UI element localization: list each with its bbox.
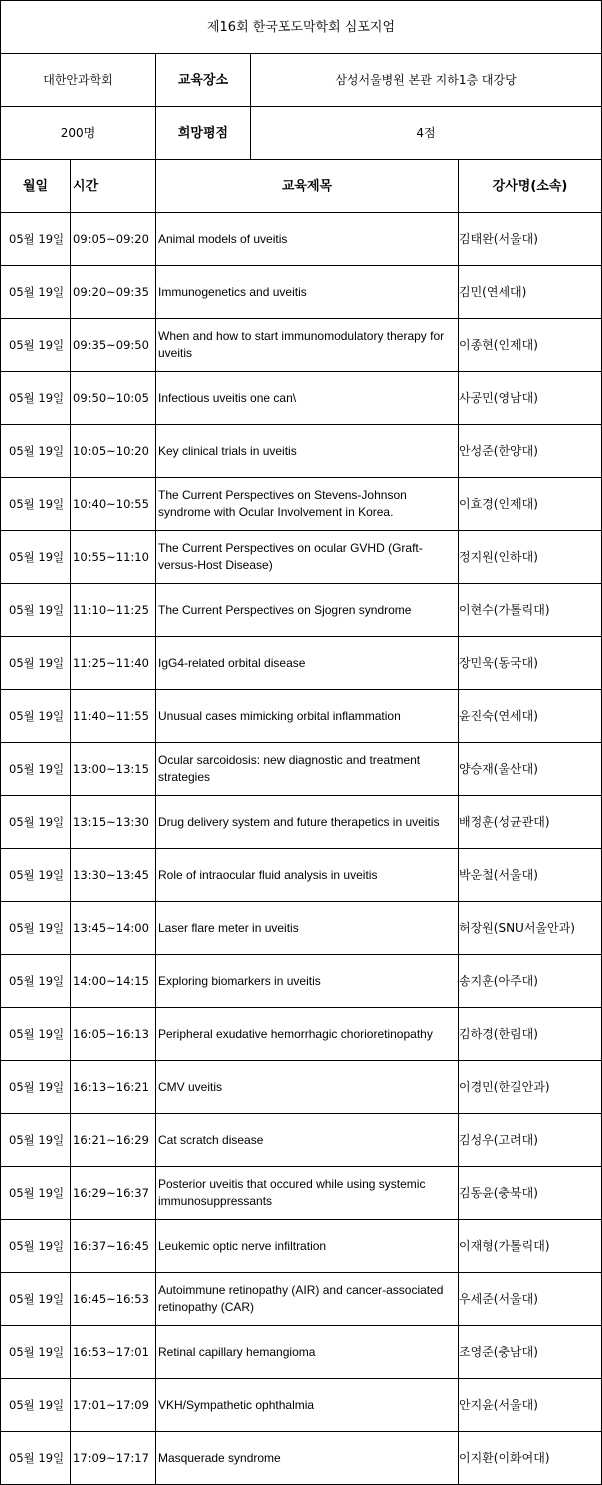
session-row (1, 743, 602, 796)
session-date: 05월 19일 (1, 213, 71, 266)
session-lecturer: 조영준(충남대) (459, 1326, 602, 1379)
session-row (1, 1167, 602, 1220)
session-row (1, 319, 602, 372)
session-time: 11:25~11:40 (71, 637, 156, 690)
session-topic: Animal models of uveitis (156, 213, 459, 266)
session-time: 11:10~11:25 (71, 584, 156, 637)
session-lecturer: 김태완(서울대) (459, 213, 602, 266)
session-row (1, 1273, 602, 1326)
session-topic: The Current Perspectives on Stevens-Johnson syndrome with Ocular Involvement in Korea. (156, 478, 459, 531)
session-time: 09:50~10:05 (71, 372, 156, 425)
header-lecturer: 강사명(소속) (459, 160, 602, 213)
session-topic: Retinal capillary hemangioma (156, 1326, 459, 1379)
session-row (1, 478, 602, 531)
session-time: 14:00~14:15 (71, 955, 156, 1008)
session-date: 05월 19일 (1, 1008, 71, 1061)
session-topic: Unusual cases mimicking orbital inflammation (156, 690, 459, 743)
session-row (1, 425, 602, 478)
session-lecturer: 이종현(인제대) (459, 319, 602, 372)
header-topic: 교육제목 (156, 160, 459, 213)
session-time: 09:05~09:20 (71, 213, 156, 266)
session-date: 05월 19일 (1, 1379, 71, 1432)
session-lecturer: 윤진숙(연세대) (459, 690, 602, 743)
session-lecturer: 이현수(가톨릭대) (459, 584, 602, 637)
session-lecturer: 이재형(가톨릭대) (459, 1220, 602, 1273)
capacity: 200명 (1, 107, 156, 160)
session-lecturer: 김동윤(충북대) (459, 1167, 602, 1220)
session-row (1, 1379, 602, 1432)
session-time: 16:29~16:37 (71, 1167, 156, 1220)
session-row (1, 796, 602, 849)
session-date: 05월 19일 (1, 690, 71, 743)
session-topic: Drug delivery system and future therapetics in uveitis (156, 796, 459, 849)
session-topic: VKH/Sympathetic ophthalmia (156, 1379, 459, 1432)
session-lecturer: 이경민(한길안과) (459, 1061, 602, 1114)
session-date: 05월 19일 (1, 849, 71, 902)
points: 4점 (251, 107, 602, 160)
session-topic: Role of intraocular fluid analysis in uveitis (156, 849, 459, 902)
session-topic: IgG4-related orbital disease (156, 637, 459, 690)
session-row (1, 213, 602, 266)
session-topic: Autoimmune retinopathy (AIR) and cancer-associated retinopathy (CAR) (156, 1273, 459, 1326)
session-date: 05월 19일 (1, 902, 71, 955)
symposium-title: 제16회 한국포도막학회 심포지엄 (1, 1, 602, 54)
session-date: 05월 19일 (1, 1220, 71, 1273)
venue: 삼성서울병원 본관 지하1층 대강당 (251, 54, 602, 107)
session-lecturer: 장민욱(동국대) (459, 637, 602, 690)
session-lecturer: 우세준(서울대) (459, 1273, 602, 1326)
session-date: 05월 19일 (1, 743, 71, 796)
session-date: 05월 19일 (1, 319, 71, 372)
session-row (1, 531, 602, 584)
session-lecturer: 정지원(인하대) (459, 531, 602, 584)
session-date: 05월 19일 (1, 1432, 71, 1485)
session-time: 11:40~11:55 (71, 690, 156, 743)
session-date: 05월 19일 (1, 266, 71, 319)
organizer: 대한안과학회 (1, 54, 156, 107)
session-time: 13:30~13:45 (71, 849, 156, 902)
session-lecturer: 김하경(한림대) (459, 1008, 602, 1061)
session-time: 16:05~16:13 (71, 1008, 156, 1061)
session-time: 09:20~09:35 (71, 266, 156, 319)
session-topic: Key clinical trials in uveitis (156, 425, 459, 478)
session-date: 05월 19일 (1, 531, 71, 584)
session-lecturer: 이효경(인제대) (459, 478, 602, 531)
session-topic: Infectious uveitis one can\ (156, 372, 459, 425)
session-topic: The Current Perspectives on ocular GVHD (Graft-versus-Host Disease) (156, 531, 459, 584)
session-topic: Masquerade syndrome (156, 1432, 459, 1485)
session-date: 05월 19일 (1, 955, 71, 1008)
session-date: 05월 19일 (1, 1114, 71, 1167)
session-date: 05월 19일 (1, 637, 71, 690)
session-lecturer: 이지환(이화여대) (459, 1432, 602, 1485)
session-row (1, 955, 602, 1008)
session-time: 13:45~14:00 (71, 902, 156, 955)
session-time: 17:09~17:17 (71, 1432, 156, 1485)
session-topic: Ocular sarcoidosis: new diagnostic and treatment strategies (156, 743, 459, 796)
session-lecturer: 양승재(울산대) (459, 743, 602, 796)
session-time: 10:05~10:20 (71, 425, 156, 478)
session-time: 13:15~13:30 (71, 796, 156, 849)
session-date: 05월 19일 (1, 1326, 71, 1379)
session-lecturer: 김민(연세대) (459, 266, 602, 319)
session-row (1, 1008, 602, 1061)
session-lecturer: 송지훈(아주대) (459, 955, 602, 1008)
session-row (1, 584, 602, 637)
session-lecturer: 안성준(한양대) (459, 425, 602, 478)
session-row (1, 1432, 602, 1485)
session-topic: Laser flare meter in uveitis (156, 902, 459, 955)
session-topic: The Current Perspectives on Sjogren syndrome (156, 584, 459, 637)
session-date: 05월 19일 (1, 584, 71, 637)
session-topic: Posterior uveitis that occured while using systemic immunosuppressants (156, 1167, 459, 1220)
session-lecturer: 사공민(영남대) (459, 372, 602, 425)
session-time: 17:01~17:09 (71, 1379, 156, 1432)
session-row (1, 902, 602, 955)
session-row (1, 637, 602, 690)
venue-label: 교육장소 (156, 54, 251, 107)
session-lecturer: 안지윤(서울대) (459, 1379, 602, 1432)
session-topic: Immunogenetics and uveitis (156, 266, 459, 319)
session-row (1, 849, 602, 902)
session-date: 05월 19일 (1, 372, 71, 425)
session-time: 16:45~16:53 (71, 1273, 156, 1326)
header-date: 월일 (1, 160, 71, 213)
session-topic: When and how to start immunomodulatory therapy for uveitis (156, 319, 459, 372)
session-date: 05월 19일 (1, 478, 71, 531)
session-date: 05월 19일 (1, 796, 71, 849)
session-time: 16:21~16:29 (71, 1114, 156, 1167)
session-topic: CMV uveitis (156, 1061, 459, 1114)
session-topic: Leukemic optic nerve infiltration (156, 1220, 459, 1273)
session-lecturer: 김성우(고려대) (459, 1114, 602, 1167)
session-row (1, 1061, 602, 1114)
session-lecturer: 배정훈(성균관대) (459, 796, 602, 849)
session-topic: Exploring biomarkers in uveitis (156, 955, 459, 1008)
session-row (1, 1326, 602, 1379)
header-time: 시간 (71, 160, 156, 213)
session-topic: Cat scratch disease (156, 1114, 459, 1167)
session-time: 13:00~13:15 (71, 743, 156, 796)
session-time: 10:55~11:10 (71, 531, 156, 584)
session-time: 16:13~16:21 (71, 1061, 156, 1114)
session-row (1, 1220, 602, 1273)
session-time: 16:37~16:45 (71, 1220, 156, 1273)
session-time: 16:53~17:01 (71, 1326, 156, 1379)
session-row (1, 372, 602, 425)
session-topic: Peripheral exudative hemorrhagic chorioretinopathy (156, 1008, 459, 1061)
session-date: 05월 19일 (1, 1167, 71, 1220)
session-row (1, 266, 602, 319)
session-date: 05월 19일 (1, 425, 71, 478)
session-lecturer: 박운철(서울대) (459, 849, 602, 902)
session-row (1, 690, 602, 743)
points-label: 희망평점 (156, 107, 251, 160)
session-row (1, 1114, 602, 1167)
session-time: 09:35~09:50 (71, 319, 156, 372)
session-date: 05월 19일 (1, 1273, 71, 1326)
session-time: 10:40~10:55 (71, 478, 156, 531)
session-lecturer: 허장원(SNU서울안과) (459, 902, 602, 955)
session-date: 05월 19일 (1, 1061, 71, 1114)
